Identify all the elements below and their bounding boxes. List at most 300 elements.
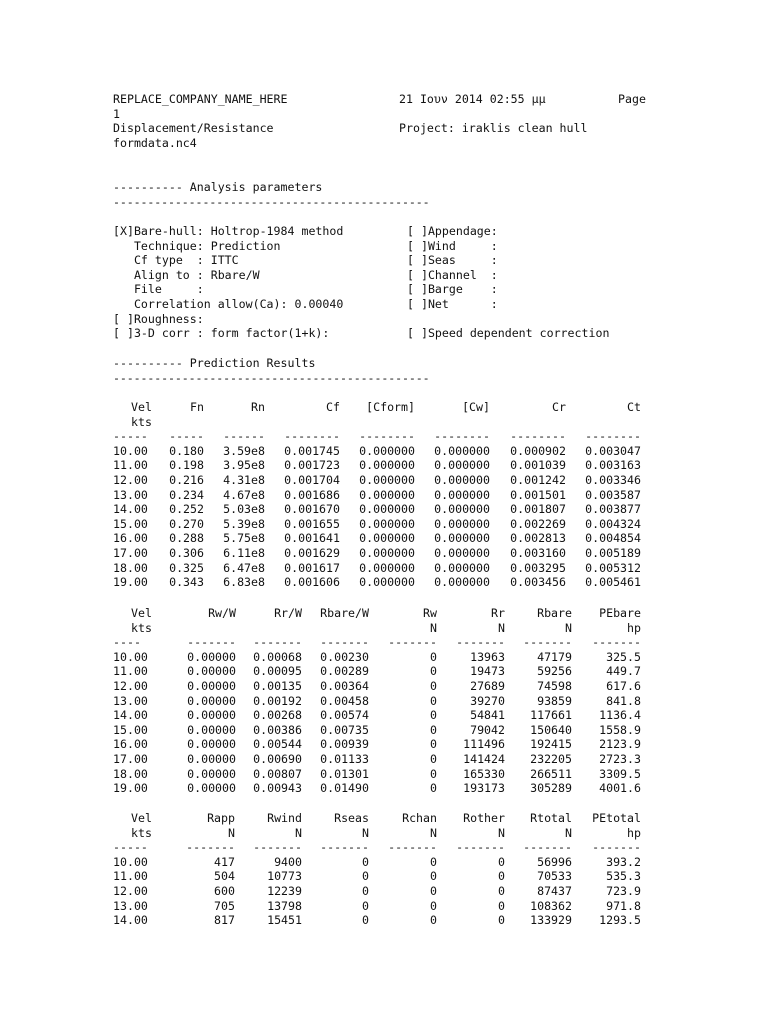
table-cell: 0 (362, 913, 369, 928)
table-row (0, 664, 768, 679)
table-cell: 0.000000 (359, 516, 415, 531)
table-cell: 0 (430, 722, 437, 737)
table-unit-row (0, 415, 768, 430)
table-cell: -------- (434, 429, 490, 444)
table-cell: 18.00 (113, 766, 148, 781)
table-cell: 0 (430, 898, 437, 913)
table-cell: 14.00 (113, 913, 148, 928)
table-cell: 70533 (537, 869, 572, 884)
table-cell: ------- (388, 635, 437, 650)
table-cell: 0.000000 (359, 575, 415, 590)
table-cell: 56996 (537, 854, 572, 869)
table-cell: 193173 (463, 781, 505, 796)
table-cell: 133929 (530, 913, 572, 928)
table-cell: 0 (430, 679, 437, 693)
table-cell: 0.003456 (510, 575, 566, 590)
table-cell: 14.00 (113, 708, 148, 723)
table-cell: 15451 (267, 913, 302, 928)
table-cell: ------- (320, 635, 369, 650)
project-name: Project: iraklis clean hull (399, 121, 588, 135)
table-cell: 11.00 (113, 664, 148, 679)
table-cell: 16.00 (113, 737, 148, 752)
table-cell: hp (627, 620, 641, 635)
table-cell: 0 (362, 869, 369, 884)
table-cell: Vel (131, 400, 152, 414)
table-cell: ------- (592, 840, 641, 855)
table-cell: ------- (592, 635, 641, 650)
table-cell: 0.005189 (585, 546, 641, 560)
table-cell: Rbare/W (320, 606, 369, 620)
page-number: 1 (113, 107, 120, 121)
module-name: Displacement/Resistance (113, 121, 274, 135)
table-cell: 0 (430, 664, 437, 679)
analysis-parameter-line: [ ]Roughness: (113, 311, 204, 326)
table-cell: 0.000000 (434, 575, 490, 590)
table-cell: 4.31e8 (223, 473, 265, 487)
table-cell: 0.00364 (320, 679, 369, 693)
table-cell: 0.005461 (585, 575, 641, 590)
table-cell: 0.00000 (187, 766, 236, 781)
table-cell: N (430, 825, 437, 840)
table-cell: 10.00 (113, 443, 148, 458)
table-cell: Vel (131, 811, 152, 825)
table-cell: ------- (186, 840, 235, 855)
table-cell: 3.59e8 (223, 443, 265, 458)
table-cell: 0.00230 (320, 649, 369, 664)
table-cell: 0.001242 (510, 473, 566, 487)
table-cell: 0.00000 (187, 737, 236, 752)
table-cell: 0.00000 (187, 693, 236, 708)
table-cell: 4.67e8 (223, 487, 265, 502)
table-cell: -------- (359, 429, 415, 444)
table-row (0, 723, 768, 738)
table-cell: 0 (430, 708, 437, 723)
table-cell: Rw (423, 606, 437, 620)
table-cell: 0.00000 (187, 781, 236, 796)
table-cell: 0.000000 (359, 458, 415, 473)
table-cell: 0.001807 (510, 502, 566, 517)
table-cell: 141424 (463, 752, 505, 766)
table-cell: 0.001641 (284, 531, 340, 546)
table-row (0, 502, 768, 517)
table-cell: 0.252 (169, 502, 204, 517)
table-cell: ------- (456, 840, 505, 855)
prediction-title: ---------- Prediction Results (113, 356, 316, 370)
analysis-option-line: [ ]Wind : (407, 238, 498, 253)
table-cell: 504 (214, 869, 235, 884)
table-cell: 617.6 (606, 679, 641, 693)
table-cell: 0.000000 (434, 560, 490, 575)
table-cell: 108362 (530, 898, 572, 913)
table-cell: 59256 (537, 664, 572, 679)
table-cell: 0.00386 (253, 722, 302, 737)
table-cell: 13963 (470, 649, 505, 664)
table-cell: 0.000000 (434, 546, 490, 560)
table-row (0, 694, 768, 709)
table-cell: 0 (430, 869, 437, 884)
table-cell: 0.000902 (510, 443, 566, 458)
table-cell: 0.01301 (320, 766, 369, 781)
analysis-option-line: [ ]Barge : (407, 282, 498, 297)
table-cell: 0.00943 (253, 781, 302, 796)
table-cell: 0.001606 (284, 575, 340, 590)
table-cell: 0.00068 (253, 649, 302, 664)
table-cell: ----- (113, 429, 148, 444)
table-cell: 0 (430, 854, 437, 869)
table-row (0, 737, 768, 752)
table-row (0, 752, 768, 767)
table-cell: ------- (253, 840, 302, 855)
table-row (0, 884, 768, 899)
table-row (0, 767, 768, 782)
analysis-option-line: [ ]Speed dependent correction (407, 326, 610, 341)
table-cell: 0 (430, 649, 437, 664)
table-cell: 705 (214, 898, 235, 913)
analysis-parameter-line: File : (113, 282, 204, 297)
table-cell: 0 (362, 898, 369, 913)
table-cell: Cr (552, 400, 566, 414)
table-cell: 1136.4 (599, 708, 641, 723)
table-cell: 12.00 (113, 473, 148, 487)
table-cell: 535.3 (606, 869, 641, 884)
table-cell: 4001.6 (599, 781, 641, 796)
analysis-parameter-line: [ ]3-D corr : form factor(1+k): (113, 326, 330, 341)
table-cell: 0.002813 (510, 531, 566, 546)
table-cell: 0.000000 (359, 560, 415, 575)
table-cell: 417 (214, 854, 235, 869)
table-cell: 15.00 (113, 516, 148, 531)
analysis-parameter-line: Align to : Rbare/W (113, 267, 260, 282)
table-cell: N (228, 825, 235, 840)
table-cell: Cf (326, 400, 340, 414)
table-cell: Rn (251, 400, 265, 414)
table-row (0, 531, 768, 546)
table-cell: 0.00268 (253, 708, 302, 723)
table-cell: N (498, 620, 505, 635)
table-cell: 393.2 (606, 854, 641, 869)
table-cell: 16.00 (113, 531, 148, 546)
table-cell: N (295, 825, 302, 840)
table-cell: 0.00000 (187, 722, 236, 737)
table-cell: 0.000000 (434, 502, 490, 517)
table-cell: 0.00690 (253, 752, 302, 766)
table-cell: 6.11e8 (223, 546, 265, 560)
table-cell: 150640 (530, 722, 572, 737)
table-cell: 0.004854 (585, 531, 641, 546)
table-cell: 0.003163 (585, 458, 641, 473)
table-cell: 0 (498, 913, 505, 928)
analysis-rule: ---------------------------------------------- (113, 195, 430, 209)
table-cell: ------- (388, 840, 437, 855)
table-cell: 0 (430, 737, 437, 752)
table-cell: 0.198 (169, 458, 204, 473)
table-cell: 0.000000 (434, 487, 490, 502)
table-cell: 266511 (530, 766, 572, 781)
table-cell: 47179 (537, 649, 572, 664)
table-cell: ----- (169, 429, 204, 444)
table-cell: 0.003295 (510, 560, 566, 575)
table-cell: 0.306 (169, 546, 204, 560)
table-cell: 0 (430, 693, 437, 708)
table-cell: 111496 (463, 737, 505, 752)
table-unit-row (0, 621, 768, 636)
table-cell: 0.001723 (284, 458, 340, 473)
table-row (0, 869, 768, 884)
table-cell: 0.00939 (320, 737, 369, 752)
table-cell: Ct (627, 400, 641, 414)
table-cell: 0.00735 (320, 722, 369, 737)
table-cell: 0.01490 (320, 781, 369, 796)
table-cell: 0.01133 (320, 752, 369, 766)
page-label: Page (618, 92, 646, 106)
table-cell: PEbare (599, 606, 641, 620)
table-cell: 0.001704 (284, 473, 340, 487)
table-cell: -------- (284, 429, 340, 444)
table-cell: 2123.9 (599, 737, 641, 752)
table-cell: 87437 (537, 884, 572, 898)
table-cell: 9400 (274, 854, 302, 869)
table-cell: ----- (113, 840, 148, 855)
table-cell: Rapp (207, 811, 235, 825)
table-cell: kts (131, 620, 152, 635)
table-cell: 0 (430, 752, 437, 766)
table-row (0, 458, 768, 473)
table-row (0, 708, 768, 723)
table-cell: Rr/W (274, 606, 302, 620)
table-cell: Rtotal (530, 811, 572, 825)
table-cell: 0.000000 (434, 443, 490, 458)
report-date: 21 Ιουν 2014 02:55 μμ (399, 92, 546, 106)
table-cell: 0 (362, 884, 369, 898)
table-cell: 0.003587 (585, 487, 641, 502)
table-cell: 5.39e8 (223, 516, 265, 531)
table-cell: Rchan (402, 811, 437, 825)
table-cell: 12.00 (113, 679, 148, 693)
table-cell: 27689 (470, 679, 505, 693)
table-cell: Rother (463, 811, 505, 825)
table-cell: 0.003877 (585, 502, 641, 517)
table-row (0, 488, 768, 503)
table-cell: 3309.5 (599, 766, 641, 781)
table-cell: 13.00 (113, 487, 148, 502)
table-cell: 723.9 (606, 884, 641, 898)
table-cell: 0.00458 (320, 693, 369, 708)
table-cell: 17.00 (113, 752, 148, 766)
table-cell: 165330 (463, 766, 505, 781)
table-cell: 1558.9 (599, 722, 641, 737)
prediction-rule: ---------------------------------------------- (113, 371, 430, 385)
table-cell: 841.8 (606, 693, 641, 708)
table-cell: 0.000000 (434, 516, 490, 531)
table-cell: ------- (320, 840, 369, 855)
table-cell: 14.00 (113, 502, 148, 517)
table-row (0, 913, 768, 928)
analysis-parameter-line: [X]Bare-hull: Holtrop-1984 method (113, 224, 344, 238)
table-cell: 0.001617 (284, 560, 340, 575)
analysis-title: ---------- Analysis parameters (113, 180, 323, 194)
table-row (0, 575, 768, 590)
table-cell: 192415 (530, 737, 572, 752)
table-cell: 305289 (530, 781, 572, 796)
table-cell: 0.005312 (585, 560, 641, 575)
table-cell: 12239 (267, 884, 302, 898)
table-cell: 0.000000 (359, 531, 415, 546)
table-cell: Rseas (334, 811, 369, 825)
table-cell: 0.001745 (284, 443, 340, 458)
table-cell: 0.00000 (187, 649, 236, 664)
table-cell: 10.00 (113, 649, 148, 664)
analysis-option-line: [ ]Seas : (407, 253, 498, 268)
table-row (0, 561, 768, 576)
table-cell: Vel (131, 606, 152, 620)
table-cell: 0.343 (169, 575, 204, 590)
table-cell: 79042 (470, 722, 505, 737)
table-cell: 600 (214, 884, 235, 898)
analysis-option-line: [ ]Appendage: (407, 224, 498, 238)
table-cell: 0.00000 (187, 664, 236, 679)
table-row (0, 444, 768, 459)
table-cell: 10773 (267, 869, 302, 884)
table-cell: ------- (523, 635, 572, 650)
table-row (0, 855, 768, 870)
table-cell: 0.001629 (284, 546, 340, 560)
table-row (0, 517, 768, 532)
table-cell: 0.00135 (253, 679, 302, 693)
table-cell: N (565, 825, 572, 840)
table-cell: 54841 (470, 708, 505, 723)
table-header-row (0, 811, 768, 826)
table-divider-row (0, 429, 768, 444)
table-cell: 2723.3 (599, 752, 641, 766)
table-cell: N (430, 620, 437, 635)
table-cell: 0.00095 (253, 664, 302, 679)
table-cell: 0.00192 (253, 693, 302, 708)
table-cell: 0 (430, 884, 437, 898)
table-cell: 19.00 (113, 781, 148, 796)
table-cell: 0.180 (169, 443, 204, 458)
table-cell: 971.8 (606, 898, 641, 913)
table-cell: -------- (585, 429, 641, 444)
table-cell: 232205 (530, 752, 572, 766)
table-cell: 0.00000 (187, 752, 236, 766)
table-cell: 6.83e8 (223, 575, 265, 590)
table-cell: PEtotal (592, 811, 641, 825)
table-cell: Rwind (267, 811, 302, 825)
table-cell: 0.00000 (187, 708, 236, 723)
table-cell: [Cw] (462, 400, 490, 414)
table-row (0, 650, 768, 665)
table-cell: 19.00 (113, 575, 148, 590)
table-cell: 0 (498, 869, 505, 884)
table-cell: 0.216 (169, 473, 204, 487)
table-cell: 5.03e8 (223, 502, 265, 517)
table-cell: 0.000000 (359, 546, 415, 560)
table-cell: 0.00574 (320, 708, 369, 723)
table-cell: 0.000000 (359, 487, 415, 502)
table-cell: Rbare (537, 606, 572, 620)
table-cell: 74598 (537, 679, 572, 693)
table-cell: Rr (491, 606, 505, 620)
table-row (0, 899, 768, 914)
table-cell: 449.7 (606, 664, 641, 679)
table-cell: 17.00 (113, 546, 148, 560)
file-name: formdata.nc4 (113, 136, 197, 150)
table-cell: 13.00 (113, 693, 148, 708)
table-cell: N (565, 620, 572, 635)
table-cell: 325.5 (606, 649, 641, 664)
table-cell: 18.00 (113, 560, 148, 575)
table-cell: 0.00000 (187, 679, 236, 693)
analysis-parameter-line: Technique: Prediction (113, 238, 281, 253)
table-cell: N (362, 825, 369, 840)
table-cell: 0 (498, 898, 505, 913)
table-cell: 0.270 (169, 516, 204, 531)
table-cell: 0 (498, 854, 505, 869)
table-cell: -------- (510, 429, 566, 444)
table-cell: ---- (113, 635, 141, 650)
table-cell: ------- (523, 840, 572, 855)
table-cell: 12.00 (113, 884, 148, 898)
table-cell: 19473 (470, 664, 505, 679)
table-cell: 0.001670 (284, 502, 340, 517)
table-cell: [Cform] (366, 400, 415, 414)
table-cell: Rw/W (208, 606, 236, 620)
table-cell: 0.001039 (510, 458, 566, 473)
table-header-row (0, 606, 768, 621)
table-cell: 0.000000 (359, 502, 415, 517)
table-cell: kts (131, 414, 152, 429)
table-cell: 0.002269 (510, 516, 566, 531)
table-cell: 0 (498, 884, 505, 898)
table-cell: 0.325 (169, 560, 204, 575)
table-cell: 1293.5 (599, 913, 641, 928)
table-cell: 6.47e8 (223, 560, 265, 575)
table-cell: 117661 (530, 708, 572, 723)
table-cell: 0.000000 (434, 473, 490, 487)
table-cell: 93859 (537, 693, 572, 708)
table-row (0, 781, 768, 796)
table-cell: 13.00 (113, 898, 148, 913)
table-cell: 0 (362, 854, 369, 869)
table-cell: 0.001655 (284, 516, 340, 531)
table-divider-row (0, 840, 768, 855)
table-cell: ------- (456, 635, 505, 650)
table-unit-row (0, 826, 768, 841)
table-row (0, 473, 768, 488)
table-cell: 15.00 (113, 722, 148, 737)
table-cell: 3.95e8 (223, 458, 265, 473)
table-cell: 11.00 (113, 458, 148, 473)
table-cell: 13798 (267, 898, 302, 913)
company-name: REPLACE_COMPANY_NAME_HERE (113, 92, 288, 106)
table-cell: 0.000000 (359, 443, 415, 458)
table-cell: 817 (214, 913, 235, 928)
table-cell: ------- (253, 635, 302, 650)
table-row (0, 679, 768, 694)
table-cell: 0.000000 (434, 458, 490, 473)
table-cell: 0 (430, 766, 437, 781)
analysis-parameter-line: Correlation allow(Ca): 0.00040 (113, 297, 344, 311)
table-cell: 0.00807 (253, 766, 302, 781)
table-cell: 0.003346 (585, 473, 641, 487)
table-cell: 0.00289 (320, 664, 369, 679)
analysis-option-line: [ ]Channel : (407, 267, 498, 282)
table-row (0, 546, 768, 561)
table-cell: ------- (187, 635, 236, 650)
table-cell: 0.003160 (510, 546, 566, 560)
table-cell: Fn (190, 400, 204, 414)
table-cell: 0.003047 (585, 443, 641, 458)
